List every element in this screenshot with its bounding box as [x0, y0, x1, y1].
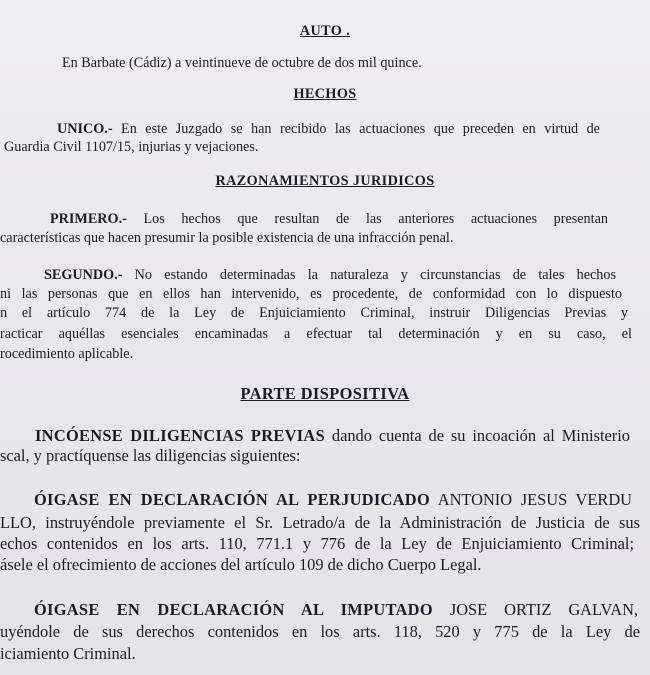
segundo-line-3: n el artículo 774 de la Ley de Enjuiciamiento Criminal, instruir Diligencias Previas y	[0, 305, 628, 321]
perjudicado-line-4: ásele el ofrecimiento de acciones del artículo 109 de dicho Cuerpo Legal.	[0, 555, 482, 574]
imputado-line-1: ÓIGASE EN DECLARACIÓN AL IMPUTADO JOSE ORTIZ GALVAN,	[34, 600, 639, 619]
unico-label: UNICO.-	[57, 121, 113, 137]
primero-line-1: PRIMERO.- Los hechos que resultan de las anteriores actuaciones presentan	[50, 211, 608, 227]
perjudicado-line-1: ÓIGASE EN DECLARACIÓN AL PERJUDICADO ANTONIO JESUS VERDU	[34, 490, 632, 509]
heading-razonamientos: RAZONAMIENTOS JURIDICOS	[215, 173, 435, 189]
incoense-line-1: INCÓENSE DILIGENCIAS PREVIAS dando cuenta de su incoación al Ministerio	[35, 426, 630, 445]
unico-line-1: UNICO.- En este Juzgado se han recibido las actuaciones que preceden en virtud de	[57, 121, 600, 137]
perjudicado-line-2: LLO, instruyéndole previamente el Sr. Letrado/a de la Administración de Justicia de sus	[0, 513, 640, 532]
primero-line-2: características que hacen presumir la posible existencia de una infracción penal.	[0, 230, 454, 246]
heading-auto: AUTO .	[299, 23, 351, 39]
primero-label: PRIMERO.-	[50, 211, 127, 227]
heading-parte-dispositiva: PARTE DISPOSITIVA	[240, 384, 410, 403]
segundo-line-2: ni las personas que en ellos han intervenido, es procedente, de conformidad con lo dispuesto	[0, 286, 622, 302]
incoense-line-2: scal, y practíquense las diligencias siguientes:	[0, 446, 301, 465]
segundo-line-4: racticar aquéllas esenciales encaminadas a efectuar tal determinación y en su caso, el	[0, 326, 632, 342]
imputado-line-2: uyéndole de sus derechos contenidos en los arts. 118, 520 y 775 de la Ley de	[0, 622, 640, 641]
heading-hechos: HECHOS	[293, 86, 357, 102]
perjudicado-line-3: echos contenidos en los arts. 110, 771.1 y 776 de la Ley de Enjuiciamiento Criminal;	[0, 534, 634, 553]
place-date: En Barbate (Cádiz) a veintinueve de octubre de dos mil quince.	[62, 55, 422, 71]
imputado-line-3: iciamiento Criminal.	[0, 644, 136, 663]
segundo-line-5: rocedimiento aplicable.	[0, 346, 134, 362]
segundo-label: SEGUNDO.-	[44, 267, 123, 283]
unico-line-2: Guardia Civil 1107/15, injurias y vejaciones.	[4, 139, 259, 155]
segundo-line-1: SEGUNDO.- No estando determinadas la naturaleza y circunstancias de tales hechos	[44, 267, 616, 283]
